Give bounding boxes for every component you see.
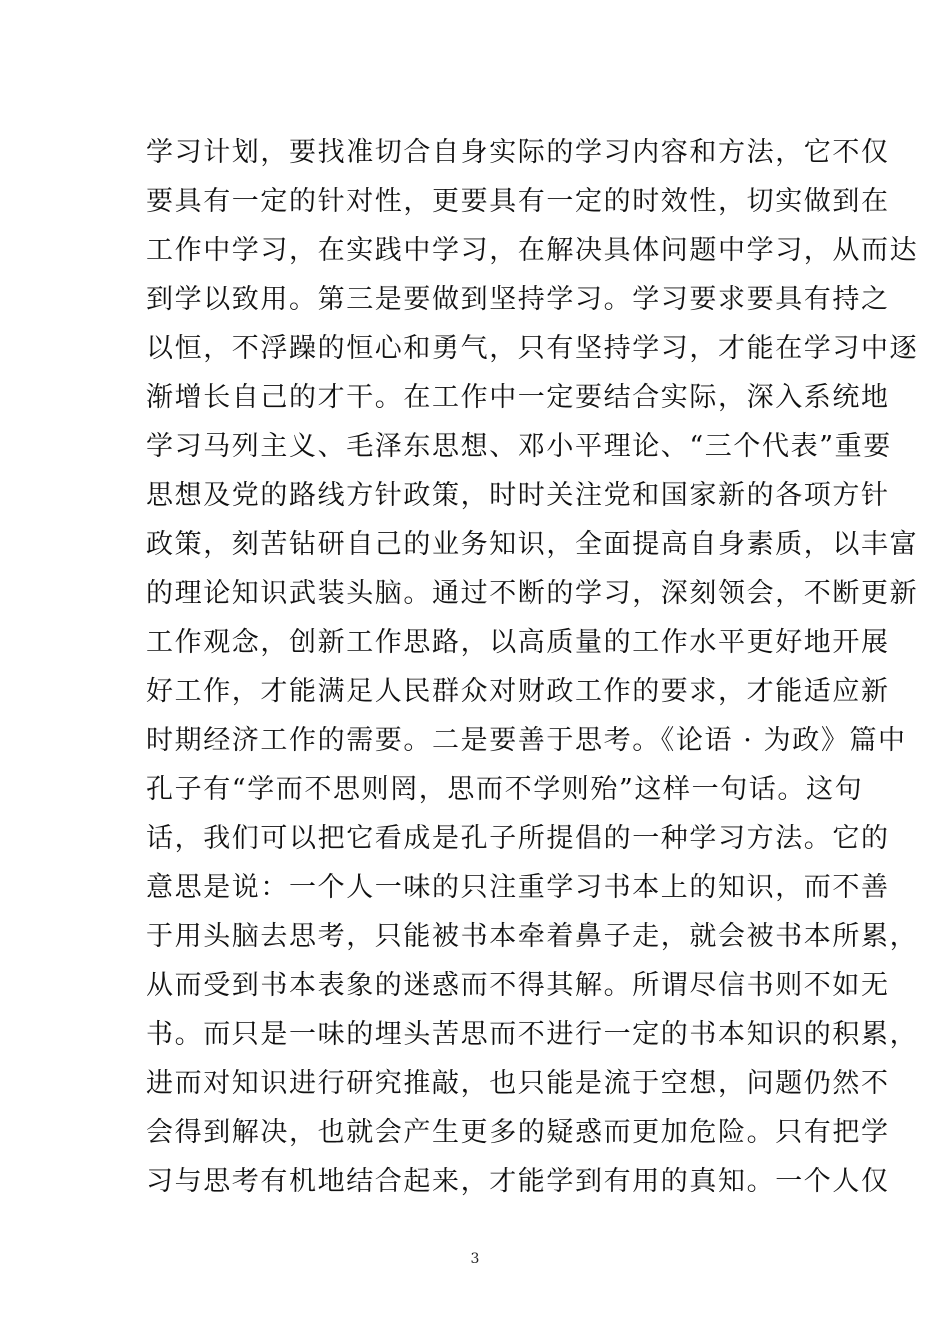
text-line: 于用头脑去思考，只能被书本牵着鼻子走，就会被书本所累， bbox=[146, 921, 919, 952]
text-line: 渐增长自己的才干。在工作中一定要结合实际，深入系统地 bbox=[146, 382, 890, 413]
text-line: 时期经济工作的需要。二是要善于思考。《论语 · 为政》篇中 bbox=[146, 725, 907, 756]
text-line: 孔子有“学而不思则罔，思而不学则殆”这样一句话。这句 bbox=[146, 774, 864, 805]
text-line: 从而受到书本表象的迷惑而不得其解。所谓尽信书则不如无 bbox=[146, 970, 890, 1001]
text-line: 政策，刻苦钻研自己的业务知识，全面提高自身素质，以丰富 bbox=[146, 529, 919, 560]
text-line: 到学以致用。第三是要做到坚持学习。学习要求要具有持之 bbox=[146, 284, 890, 315]
text-line: 习与思考有机地结合起来，才能学到有用的真知。一个人仅 bbox=[146, 1166, 890, 1197]
text-line: 的理论知识武装头脑。通过不断的学习，深刻领会，不断更新 bbox=[146, 578, 919, 609]
text-line: 工作中学习，在实践中学习，在解决具体问题中学习，从而达 bbox=[146, 235, 919, 266]
text-line: 话，我们可以把它看成是孔子所提倡的一种学习方法。它的 bbox=[146, 823, 890, 854]
text-line: 意思是说：一个人一味的只注重学习书本上的知识，而不善 bbox=[146, 872, 890, 903]
text-line: 书。而只是一味的埋头苦思而不进行一定的书本知识的积累， bbox=[146, 1019, 919, 1050]
text-line: 会得到解决，也就会产生更多的疑惑而更加危险。只有把学 bbox=[146, 1117, 890, 1148]
text-line: 好工作，才能满足人民群众对财政工作的要求，才能适应新 bbox=[146, 676, 890, 707]
text-line: 工作观念，创新工作思路，以高质量的工作水平更好地开展 bbox=[146, 627, 890, 658]
text-line: 思想及党的路线方针政策，时时关注党和国家新的各项方针 bbox=[146, 480, 890, 511]
page-number: 3 bbox=[470, 1251, 480, 1267]
body-text bbox=[146, 128, 919, 1206]
text-line: 进而对知识进行研究推敲，也只能是流于空想，问题仍然不 bbox=[146, 1068, 890, 1099]
text-line: 以恒，不浮躁的恒心和勇气，只有坚持学习，才能在学习中逐 bbox=[146, 333, 919, 364]
text-line: 学习马列主义、毛泽东思想、邓小平理论、“三个代表”重要 bbox=[146, 431, 892, 462]
text-line: 学习计划，要找准切合自身实际的学习内容和方法，它不仅 bbox=[146, 137, 890, 168]
text-line: 要具有一定的针对性，更要具有一定的时效性，切实做到在 bbox=[146, 186, 890, 217]
